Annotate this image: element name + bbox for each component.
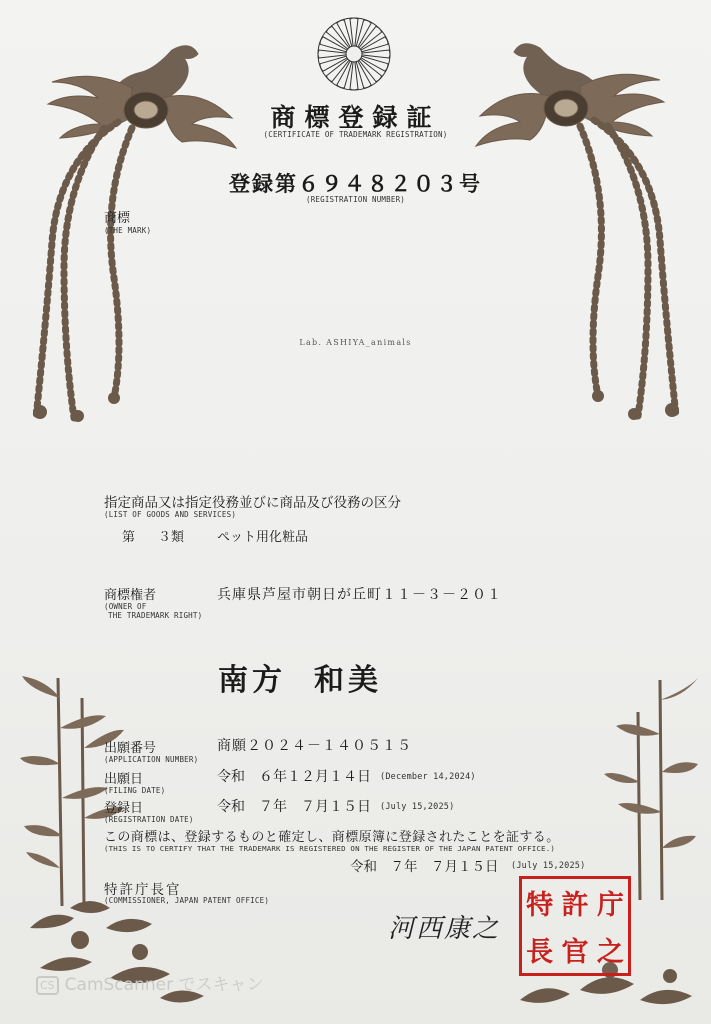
mark-label: 商標 xyxy=(104,211,131,226)
commissioner-label-en: (COMMISSIONER, JAPAN PATENT OFFICE) xyxy=(104,896,270,905)
official-seal xyxy=(519,876,631,976)
certify-date-en: (July 15,2025) xyxy=(511,861,586,871)
certify-statement-en: (THIS IS TO CERTIFY THAT THE TRADEMARK IS REGISTERED ON THE REGISTER OF THE JAPAN PATENT OFFICE.) xyxy=(104,844,556,853)
application-label: 出願番号 xyxy=(104,741,157,756)
owner-name xyxy=(218,655,410,699)
owner-label-en-2: THE TRADEMARK RIGHT) xyxy=(108,611,203,620)
floral-bottom-left-icon xyxy=(10,888,220,1018)
goods-label: 指定商品又は指定役務並びに商品及び役務の区分 xyxy=(104,495,401,511)
filing-date-en: (December 14,2024) xyxy=(380,772,476,782)
owner-surname: 南方 xyxy=(218,663,286,698)
seal-char: 之 xyxy=(596,937,624,968)
goods-items: ペット用化粧品 xyxy=(217,530,309,545)
owner-label-en-1: (OWNER OF xyxy=(104,602,147,611)
certificate-title: 商標登録証 xyxy=(270,103,441,132)
scanner-watermark xyxy=(36,970,263,995)
registration-number-value: ６９４８２０３ xyxy=(298,172,459,196)
certify-statement: この商標は、登録するものと確定し、商標原簿に登録されたことを証する。 xyxy=(104,830,560,845)
goods-label-en: (LIST OF GOODS AND SERVICES) xyxy=(104,510,237,519)
owner-label: 商標権者 xyxy=(104,588,157,603)
seal-char: 長 xyxy=(526,937,554,968)
commissioner-signature: 河西康之 xyxy=(388,914,501,944)
goods-class-number: ３類 xyxy=(158,530,185,545)
certificate-title-en: (CERTIFICATE OF TRADEMARK REGISTRATION) xyxy=(263,130,448,139)
commissioner-label: 特許庁長官 xyxy=(104,882,182,898)
seal-char: 官 xyxy=(561,937,589,968)
trademark-text: Lab. ASHIYA_animals xyxy=(299,338,412,347)
watermark-text: CamScanner でスキャン xyxy=(64,975,264,995)
registration-number xyxy=(0,168,711,198)
seal-char: 許 xyxy=(561,890,589,921)
owner-given-name: 和美 xyxy=(314,663,382,698)
camscanner-logo-icon: CS xyxy=(36,976,59,995)
certify-date: 令和 ７年 ７月１５日 xyxy=(350,859,499,875)
filing-label-en: (FILING DATE) xyxy=(104,786,166,795)
registration-date-label: 登録日 xyxy=(104,801,144,816)
registration-date-en: (July 15,2025) xyxy=(380,802,455,812)
registration-suffix: 号 xyxy=(459,172,482,196)
registration-date: 令和 ７年 ７月１５日 xyxy=(217,799,371,815)
seal-char: 特 xyxy=(526,890,554,921)
phoenix-right-icon xyxy=(468,26,690,426)
filing-date: 令和 ６年１２月１４日 xyxy=(217,769,371,785)
filing-label: 出願日 xyxy=(104,772,144,787)
application-label-en: (APPLICATION NUMBER) xyxy=(104,755,199,764)
owner-address: 兵庫県芦屋市朝日が丘町１１－３－２０１ xyxy=(217,587,502,603)
goods-class-prefix: 第 xyxy=(122,530,136,545)
mark-label-en: (THE MARK) xyxy=(104,226,152,235)
registration-date-label-en: (REGISTRATION DATE) xyxy=(104,815,194,824)
registration-prefix: 登録第 xyxy=(229,172,298,196)
chrysanthemum-crest-icon xyxy=(316,16,392,92)
application-number: 商願２０２４－１４０５１５ xyxy=(217,738,412,754)
seal-char: 庁 xyxy=(596,890,624,921)
registration-number-en: (REGISTRATION NUMBER) xyxy=(305,195,406,204)
bamboo-right-icon xyxy=(602,672,702,902)
